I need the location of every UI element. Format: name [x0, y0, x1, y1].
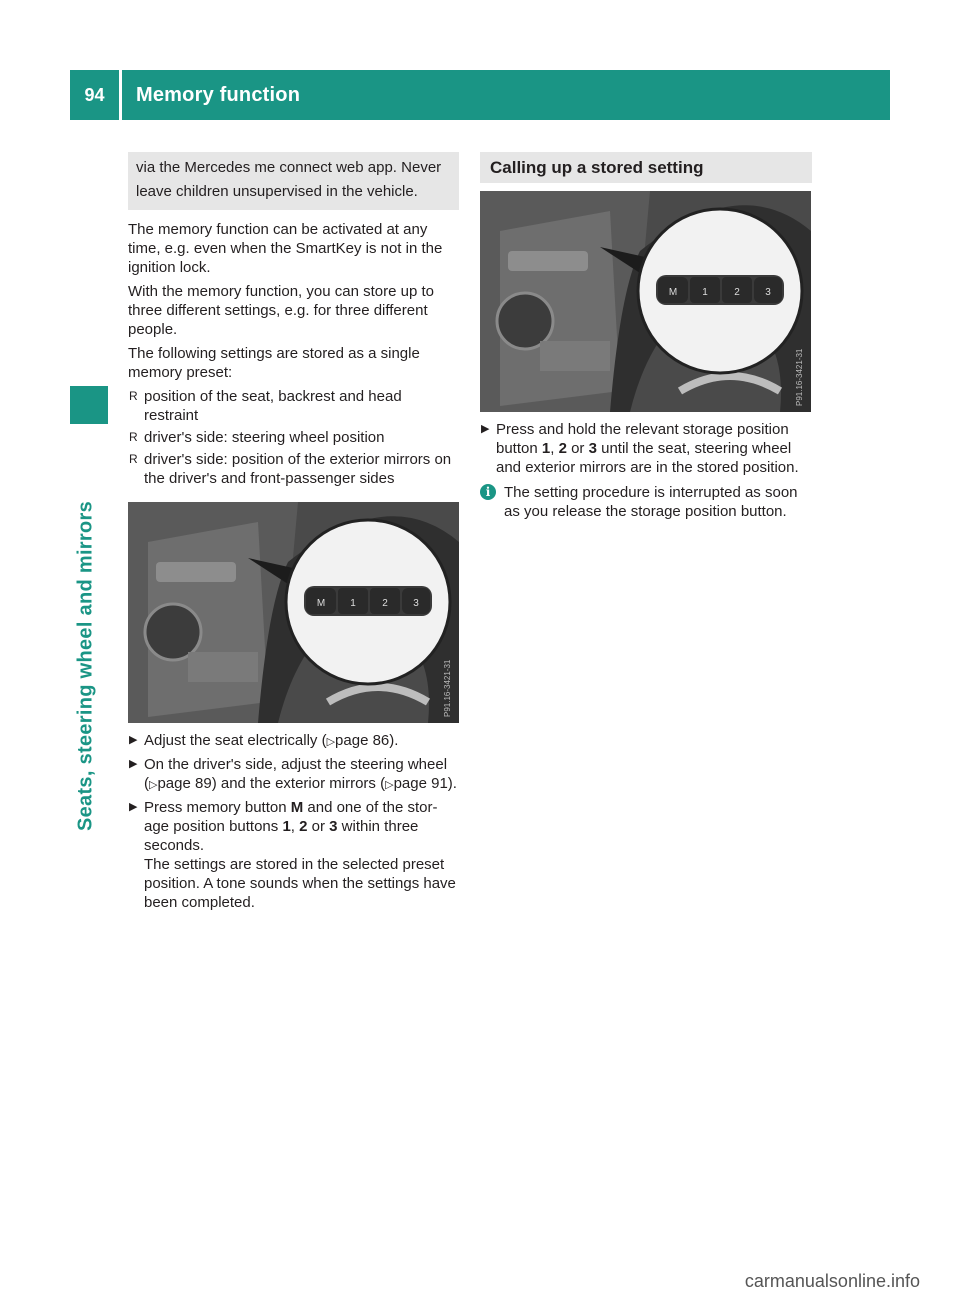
side-marker-block: [70, 386, 108, 424]
steps-list: [128, 731, 459, 912]
page-header: [70, 70, 890, 120]
section-heading: Calling up a stored setting: [480, 152, 812, 183]
paragraph: The memory function can be activated at any time, e.g. even when the SmartKey is not in the ignition lock.: [128, 221, 443, 276]
paragraph: The following settings are stored as a single memory preset:: [128, 345, 420, 381]
memory-button-1-label: 1: [702, 287, 708, 298]
list-item: R position of the seat, backrest and head restraint: [129, 388, 402, 424]
memory-buttons-photo: [480, 191, 811, 412]
chapter-side-tab: Seats, steering wheel and mirrors: [74, 500, 97, 832]
arrow-icon: ▶: [129, 734, 138, 746]
bullet-mark: R: [129, 389, 138, 403]
list-item: R driver's side: position of the exterior mirrors on the driver's and front-passenger sides: [129, 451, 452, 487]
arrow-icon: ▶: [129, 758, 138, 770]
memory-button-m-label: M: [316, 598, 326, 609]
photo-code: P91.16-3421-31: [443, 659, 452, 717]
watermark: carmanualsonline.info: [744, 1271, 920, 1291]
bullet-mark: R: [129, 452, 138, 466]
step-item: ▶ Press and hold the relevant storage position button 1, 2 or 3 until the seat, steering wheel and exterior mirrors are in the stored position.: [481, 421, 799, 476]
cross-reference-icon: ▷: [326, 736, 336, 748]
paragraph: With the memory function, you can store up to three different settings, e.g. for three different people.: [128, 283, 434, 338]
page-reference: page 89: [157, 775, 212, 792]
memory-button-3-label: 3: [765, 287, 771, 298]
right-column: [480, 152, 812, 521]
info-icon: i: [480, 484, 496, 500]
page-number: 94: [70, 70, 122, 120]
page-title: Memory function: [136, 83, 301, 106]
arrow-icon: ▶: [129, 801, 138, 813]
list-item: R driver's side: steering wheel position: [129, 429, 385, 446]
left-column: [128, 152, 459, 915]
step-item: ▶ Press memory button M and one of the stor-age position buttons 1, 2 or 3 within three seconds. The settings are stored in the selected preset position. A tone sounds when the settings have been completed.: [129, 799, 456, 911]
memory-button-2-label: 2: [382, 598, 388, 609]
cross-reference-icon: ▷: [149, 779, 158, 791]
step-item: ▶ On the driver's side, adjust the steering wheel (▷page 89) and the exterior mirrors (▷page 91).: [129, 756, 457, 792]
memory-buttons-photo: [128, 502, 459, 723]
photo-code: P91.16-3421-31: [795, 348, 804, 406]
bullet-mark: R: [129, 430, 138, 444]
step-item: ▶ Adjust the seat electrically (▷page 86).: [129, 732, 399, 749]
arrow-icon: ▶: [481, 423, 490, 435]
steps-list: [480, 420, 812, 477]
memory-button-3-label: 3: [413, 598, 419, 609]
memory-button-2-label: 2: [734, 287, 740, 298]
page-reference: page 91: [393, 775, 448, 792]
page-reference: page 86: [335, 732, 390, 749]
memory-button-m-label: M: [668, 287, 678, 298]
info-note: i The setting procedure is interrupted as soon as you release the storage position button.: [480, 483, 812, 521]
note-box: via the Mercedes me connect web app. Never leave children unsupervised in the vehicle.: [128, 152, 459, 210]
memory-button-1-label: 1: [350, 598, 356, 609]
cross-reference-icon: ▷: [385, 779, 394, 791]
settings-list: [128, 387, 459, 488]
